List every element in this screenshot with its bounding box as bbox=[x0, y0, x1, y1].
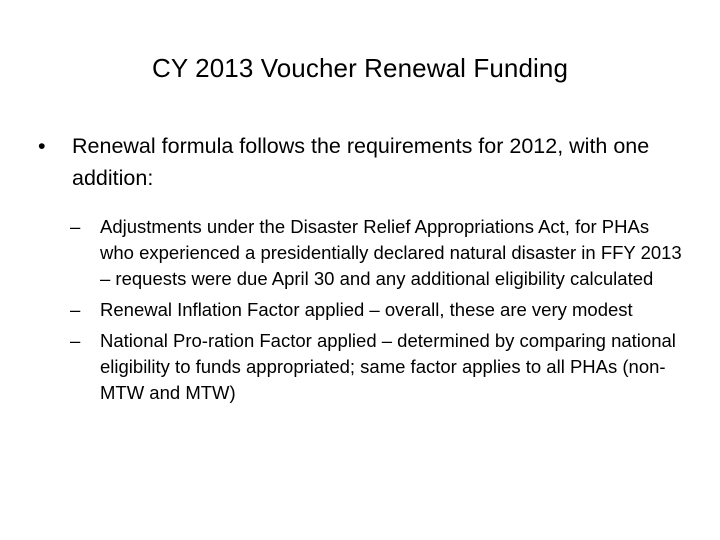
sub-bullet-item bbox=[70, 214, 686, 292]
sub-bullet-text: Renewal Inflation Factor applied – overall, these are very modest bbox=[100, 299, 633, 320]
sub-bullet-marker: – bbox=[70, 299, 81, 320]
sub-bullet-text: National Pro-ration Factor applied – determined by comparing national eligibility to funds appropriated; same factor applies to all PHAs (non-MTW and MTW) bbox=[100, 330, 676, 403]
slide-content bbox=[36, 130, 686, 411]
sub-bullet-text: Adjustments under the Disaster Relief Appropriations Act, for PHAs who experienced a presidentially declared natural disaster in FFY 2013 – requests were due April 30 and any additional eligibility calculated bbox=[100, 216, 682, 289]
bullet-marker: • bbox=[38, 134, 46, 158]
bullet-text: Renewal formula follows the requirements for 2012, with one addition: bbox=[72, 134, 650, 190]
sub-bullet-marker: – bbox=[70, 330, 81, 351]
sub-bullet-item bbox=[70, 328, 686, 406]
bullet-item bbox=[36, 130, 686, 194]
sub-bullet-marker: – bbox=[70, 216, 81, 237]
slide-title: CY 2013 Voucher Renewal Funding bbox=[151, 53, 568, 83]
sub-bullet-item bbox=[70, 297, 686, 323]
sub-bullet-list bbox=[70, 214, 686, 406]
